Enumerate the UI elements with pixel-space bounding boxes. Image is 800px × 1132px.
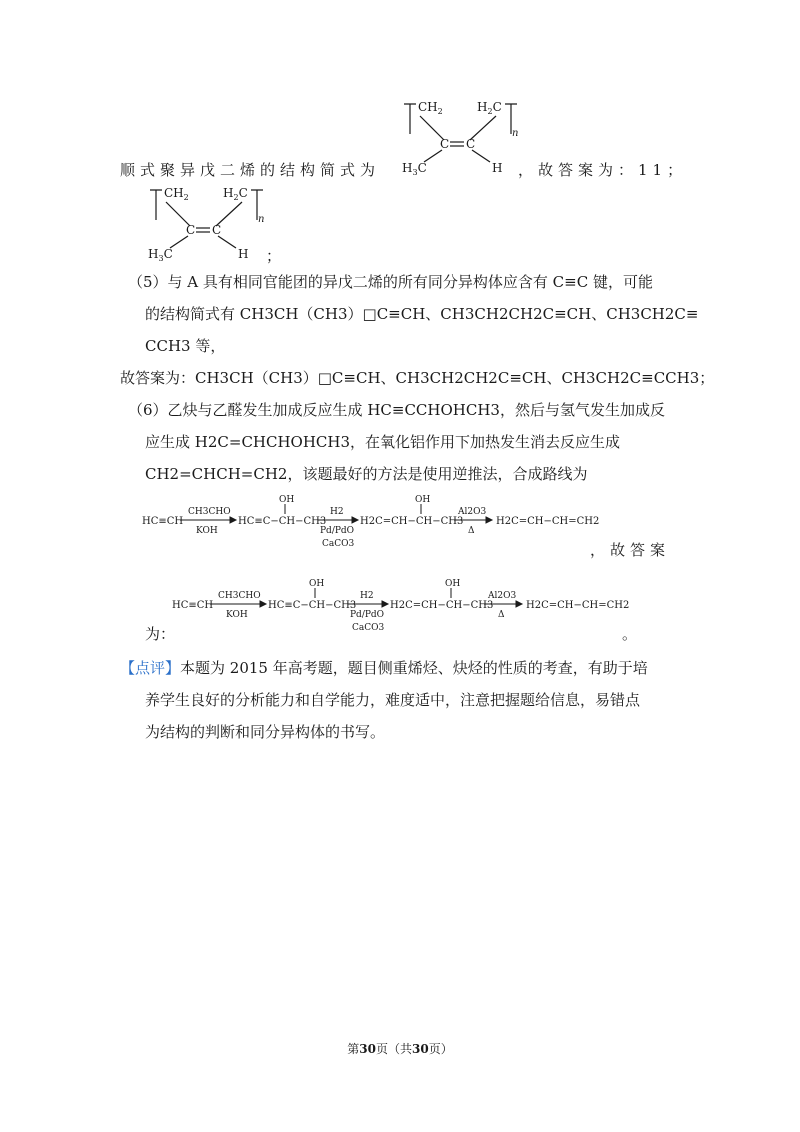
svg-text:H: H xyxy=(238,247,249,261)
comment-tag: 【点评】 xyxy=(120,659,181,677)
svg-text:Δ: Δ xyxy=(468,526,475,536)
svg-text:CH3CHO: CH3CHO xyxy=(188,507,231,517)
svg-text:C: C xyxy=(212,223,222,237)
section4-answer-suffix: ，故答案为：11； xyxy=(518,161,688,179)
section6-period: 。 xyxy=(622,625,638,643)
svg-text:H2C: $H_2C$ xyxy=(223,186,248,202)
section6-answer-prefix: 为： xyxy=(145,625,176,643)
svg-text:H: H xyxy=(492,161,503,175)
svg-text:H2C=CH−CH=CH2: H2C=CH−CH=CH2 xyxy=(526,600,630,611)
svg-text:H2: H2 xyxy=(330,507,344,517)
svg-text:H3C: $H_3C$ xyxy=(402,161,427,177)
comment-line3: 为结构的判断和同分异构体的书写。 xyxy=(145,723,386,741)
repeat-n: n xyxy=(512,128,519,139)
svg-text:C: C xyxy=(186,223,196,237)
svg-text:H3C: $H_3C$ xyxy=(148,247,173,263)
section5-line2: 的结构简式有 CH3CH（CH3）□C≡CH、CH3CH2CH2C≡CH、CH3CH2C≡ xyxy=(145,305,699,323)
svg-text:KOH: KOH xyxy=(226,610,248,620)
section5-answer: 故答案为：CH3CH（CH3）□C≡CH、CH3CH2CH2C≡CH、CH3CH2C≡CCH3； xyxy=(120,369,715,387)
svg-text:CH2: $CH_2$ xyxy=(418,100,443,116)
svg-text:H2C: $H_2C$ xyxy=(477,100,502,116)
section4-end-mark: ； xyxy=(266,247,282,265)
svg-text:HC≡CH: HC≡CH xyxy=(172,600,214,611)
svg-text:HC≡C−CH−CH3: HC≡C−CH−CH3 xyxy=(268,600,357,611)
svg-text:Pd/PdO: Pd/PdO xyxy=(350,610,385,620)
svg-text:Al2O3: Al2O3 xyxy=(488,591,517,601)
svg-text:n: n xyxy=(258,214,265,225)
comment-line1: 【点评】本题为 2015 年高考题，题目侧重烯烃、炔烃的性质的考查，有助于培 xyxy=(120,659,648,677)
svg-text:C: C xyxy=(440,137,450,151)
svg-text:CaCO3: CaCO3 xyxy=(352,623,385,633)
polymer-structure-figure-2 xyxy=(138,180,278,272)
page-number: 30 xyxy=(359,1042,376,1056)
svg-text:KOH: KOH xyxy=(196,526,218,536)
svg-text:Δ: Δ xyxy=(498,610,505,620)
svg-text:H2C=CH−CH−CH3: H2C=CH−CH−CH3 xyxy=(390,600,494,611)
svg-text:H2: H2 xyxy=(360,591,374,601)
section6-line1: （6）乙炔与乙醛发生加成反应生成 HC≡CCHOHCH3，然后与氢气发生加成反 xyxy=(128,401,665,419)
svg-text:CH2: $CH_2$ xyxy=(164,186,189,202)
route-intermediate2: H2C=CH−CH−CH3 xyxy=(360,516,464,527)
svg-text:OH: OH xyxy=(415,495,431,505)
route-start: HC≡CH xyxy=(142,516,184,527)
synthesis-route-1 xyxy=(142,490,600,560)
svg-text:CH3CHO: CH3CHO xyxy=(218,591,261,601)
page-footer: 第30页（共30页） xyxy=(347,1042,453,1056)
route-product: H2C=CH−CH=CH2 xyxy=(496,516,600,527)
polymer-structure-figure-1 xyxy=(392,94,532,186)
svg-text:C: C xyxy=(466,137,476,151)
comment-line2: 养学生良好的分析能力和自学能力，难度适中，注意把握题给信息，易错点 xyxy=(145,691,641,709)
synthesis-route-2 xyxy=(172,574,630,644)
section5-line1: （5）与 A 具有相同官能团的异戊二烯的所有同分异构体应含有 C≡C 键，可能 xyxy=(128,273,653,291)
section6-line3: CH2=CHCH=CH2，该题最好的方法是使用逆推法，合成路线为 xyxy=(145,465,588,483)
ch2-label: CH xyxy=(418,100,438,114)
svg-text:Pd/PdO: Pd/PdO xyxy=(320,526,355,536)
page-total: 30 xyxy=(412,1042,429,1056)
svg-text:OH: OH xyxy=(309,579,325,589)
section6-answer-tail: ，故答案 xyxy=(590,541,671,559)
svg-text:OH: OH xyxy=(279,495,295,505)
svg-text:OH: OH xyxy=(445,579,461,589)
route-intermediate1: HC≡C−CH−CH3 xyxy=(238,516,327,527)
section4-prefix: 顺式聚异戊二烯的结构简式为 xyxy=(120,161,381,179)
svg-text:CaCO3: CaCO3 xyxy=(322,539,355,549)
section6-line2: 应生成 H2C=CHCHOHCH3，在氧化铝作用下加热发生消去反应生成 xyxy=(145,433,621,451)
section5-line3: CCH3 等， xyxy=(145,337,226,355)
svg-text:Al2O3: Al2O3 xyxy=(458,507,487,517)
